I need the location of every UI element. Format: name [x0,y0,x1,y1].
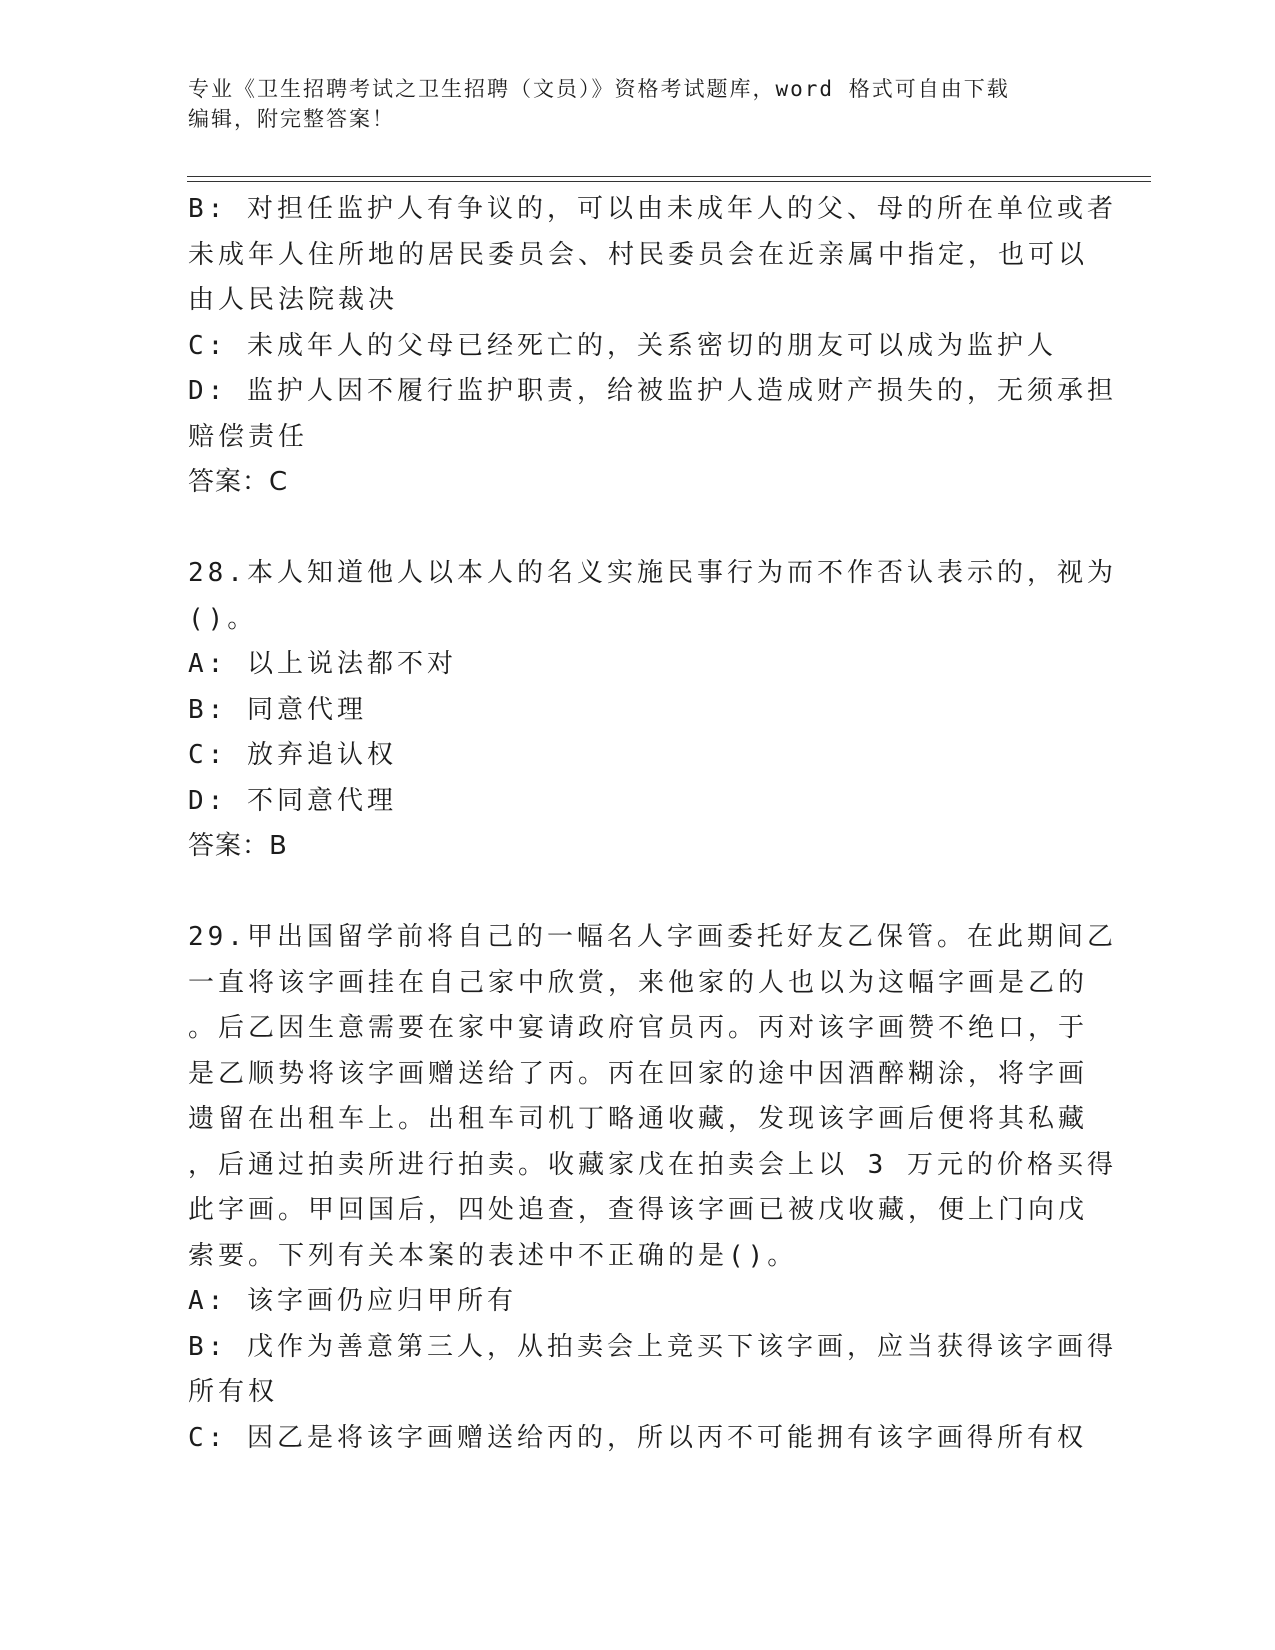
question-28 [188,551,1117,870]
option-c: C: 因乙是将该字画赠送给丙的，所以丙不可能拥有该字画得所有权 [188,1422,1087,1453]
option-b-line: B: 对担任监护人有争议的，可以由未成年人的父、母的所在单位或者 [188,194,1117,224]
question-stem-line: 遗留在出租车上。出租车司机丁略通收藏，发现该字画后便将其私藏 [188,1104,1089,1134]
question-stem-line: 是乙顺势将该字画赠送给了丙。丙在回家的途中因酒醉糊涂，将字画 [188,1058,1089,1089]
question-stem-line: 此字画。甲回国后，四处追查，查得该字画已被戊收藏，便上门向戊 [188,1195,1089,1225]
question-stem-line: ，后通过拍卖所进行拍卖。收藏家戊在拍卖会上以 3 万元的价格买得 [188,1149,1117,1180]
option-b-line: 所有权 [188,1377,279,1407]
answer: 答案：C [188,467,289,497]
option-d-line: 赔偿责任 [188,421,309,452]
question-stem-line: 28.本人知道他人以本人的名义实施民事行为而不作否认表示的，视为 [188,558,1117,588]
spacer [188,870,1088,916]
header-line-2: 编辑，附完整答案！ [188,107,395,131]
document-header [188,74,1088,134]
question-27 [188,187,1117,506]
option-c: C: 未成年人的父母已经死亡的，关系密切的朋友可以成为监护人 [188,330,1057,361]
option-d: D: 不同意代理 [188,785,397,816]
header-divider-top [187,176,1151,177]
option-a: A: 该字画仍应归甲所有 [188,1286,517,1316]
question-29 [188,915,1117,1461]
question-stem-line: ()。 [188,603,258,634]
option-b-line: B: 戊作为善意第三人，从拍卖会上竞买下该字画，应当获得该字画得 [188,1331,1117,1362]
answer: 答案：B [188,831,288,861]
option-d-line: D: 监护人因不履行监护职责，给被监护人造成财产损失的，无须承担 [188,376,1117,406]
option-b: B: 同意代理 [188,694,367,725]
question-stem-line: 一直将该字画挂在自己家中欣赏，来他家的人也以为这幅字画是乙的 [188,967,1089,998]
question-stem-line: 。后乙因生意需要在家中宴请政府官员丙。丙对该字画赞不绝口，于 [188,1013,1089,1043]
question-stem-line: 索要。下列有关本案的表述中不正确的是()。 [188,1240,798,1271]
header-divider-bottom [187,181,1151,182]
option-a: A: 以上说法都不对 [188,649,457,679]
question-stem-line: 29.甲出国留学前将自己的一幅名人字画委托好友乙保管。在此期间乙 [188,922,1117,952]
option-b-line: 由人民法院裁决 [188,285,399,315]
option-c: C: 放弃追认权 [188,740,397,770]
option-b-line: 未成年人住所地的居民委员会、村民委员会在近亲属中指定，也可以 [188,239,1089,270]
header-line-1: 专业《卫生招聘考试之卫生招聘（文员）》资格考试题库，word 格式可自由下载 [188,77,1010,101]
spacer [188,506,1088,552]
document-body [188,187,1117,1461]
